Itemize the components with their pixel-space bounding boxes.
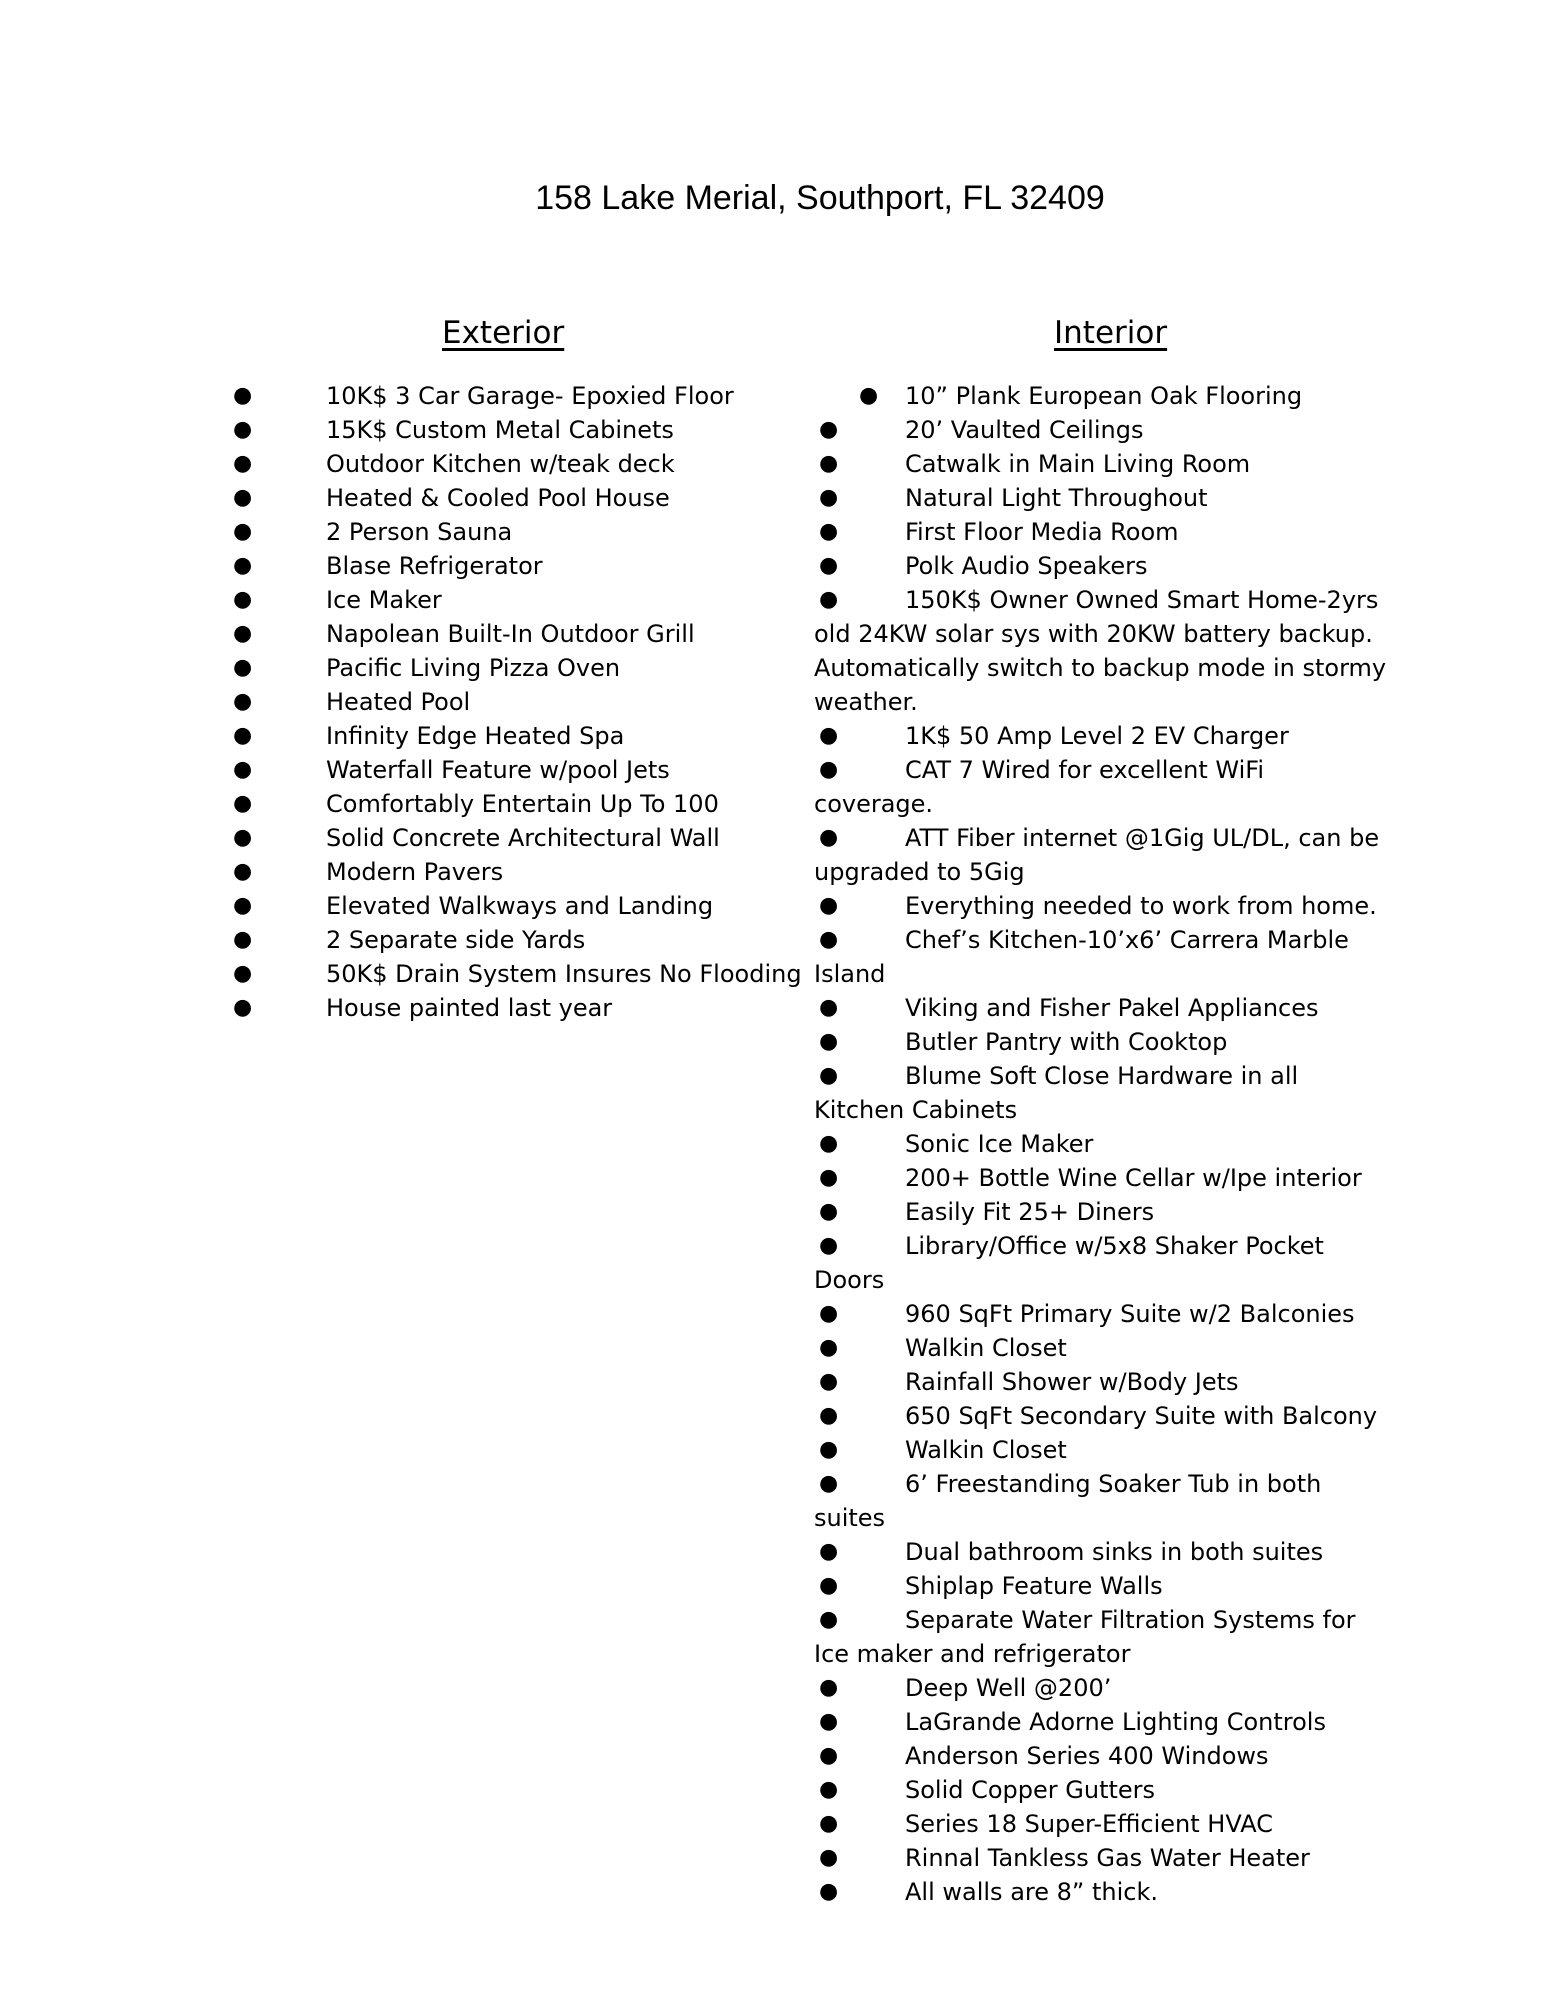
interior-item-text: Everything needed to work from home.	[905, 892, 1377, 920]
bullet-icon: ●	[819, 1233, 839, 1258]
interior-item-text: Polk Audio Speakers	[905, 552, 1148, 580]
interior-list-item	[814, 821, 1414, 889]
interior-item-text: 6’ Freestanding Soaker Tub in both suites	[814, 1470, 1322, 1532]
exterior-item-text: 2 Separate side Yards	[326, 926, 586, 954]
bullet-icon: ●	[819, 825, 839, 850]
interior-list-item	[814, 889, 1414, 923]
interior-item-text: 960 SqFt Primary Suite w/2 Balconies	[905, 1300, 1355, 1328]
interior-item-text: 20’ Vaulted Ceilings	[905, 416, 1144, 444]
interior-list-item	[814, 1841, 1414, 1875]
exterior-list-item	[233, 617, 786, 651]
interior-list-item	[814, 1739, 1414, 1773]
exterior-item-text: Heated Pool	[326, 688, 471, 716]
interior-item-text: Walkin Closet	[905, 1334, 1067, 1362]
bullet-icon: ●	[819, 451, 839, 476]
bullet-icon: ●	[819, 995, 839, 1020]
bullet-icon: ●	[819, 587, 839, 612]
interior-item-text: ATT Fiber internet @1Gig UL/DL, can be upgraded to 5Gig	[814, 824, 1380, 886]
bullet-icon: ●	[819, 723, 839, 748]
bullet-icon: ●	[819, 1063, 839, 1088]
bullet-icon: ●	[233, 859, 253, 884]
exterior-list-item	[233, 787, 786, 821]
bullet-icon: ●	[819, 1165, 839, 1190]
bullet-icon: ●	[819, 757, 839, 782]
exterior-item-text: Outdoor Kitchen w/teak deck	[326, 450, 675, 478]
bullet-icon: ●	[819, 1437, 839, 1462]
bullet-icon: ●	[819, 1539, 839, 1564]
exterior-list-item	[233, 923, 786, 957]
exterior-item-text: 15K$ Custom Metal Cabinets	[326, 416, 674, 444]
interior-item-text: All walls are 8” thick.	[905, 1878, 1158, 1906]
interior-item-text: Dual bathroom sinks in both suites	[905, 1538, 1324, 1566]
bullet-icon: ●	[233, 519, 253, 544]
interior-item-text: 150K$ Owner Owned Smart Home-2yrs old 24KW solar sys with 20KW battery backup. Automatically switch to backup mode in stormy weather.	[814, 586, 1387, 716]
interior-list-item	[814, 1705, 1414, 1739]
interior-list-item	[814, 1671, 1414, 1705]
bullet-icon: ●	[233, 893, 253, 918]
interior-list-item	[814, 583, 1414, 719]
interior-list-item	[814, 481, 1414, 515]
exterior-list-item	[233, 515, 786, 549]
exterior-list	[233, 379, 802, 1025]
interior-list-item	[814, 1195, 1414, 1229]
interior-item-text: Shiplap Feature Walls	[905, 1572, 1163, 1600]
exterior-item-text: Napolean Built-In Outdoor Grill	[326, 620, 695, 648]
bullet-icon: ●	[233, 791, 253, 816]
interior-list-item	[814, 1467, 1414, 1535]
interior-item-text: Sonic Ice Maker	[905, 1130, 1094, 1158]
bullet-icon: ●	[819, 1607, 839, 1632]
bullet-icon: ●	[233, 553, 253, 578]
interior-item-text: 650 SqFt Secondary Suite with Balcony	[905, 1402, 1378, 1430]
bullet-icon: ●	[819, 1709, 839, 1734]
interior-list-item	[814, 991, 1414, 1025]
bullet-icon: ●	[819, 1573, 839, 1598]
interior-list-item	[814, 1875, 1414, 1909]
exterior-item-text: Pacific Living Pizza Oven	[326, 654, 621, 682]
interior-list	[814, 379, 1414, 1909]
bullet-icon: ●	[819, 519, 839, 544]
exterior-list-item	[233, 651, 786, 685]
interior-list-item	[814, 1807, 1414, 1841]
bullet-icon: ●	[819, 1845, 839, 1870]
interior-item-text: Separate Water Filtration Systems for Ice maker and refrigerator	[814, 1606, 1356, 1668]
bullet-icon: ●	[819, 1879, 839, 1904]
interior-item-text: Blume Soft Close Hardware in all Kitchen Cabinets	[814, 1062, 1299, 1124]
interior-list-item	[814, 379, 1414, 413]
bullet-icon: ●	[819, 1301, 839, 1326]
exterior-list-item	[233, 889, 786, 923]
bullet-icon: ●	[859, 383, 879, 408]
bullet-icon: ●	[819, 893, 839, 918]
bullet-icon: ●	[233, 383, 253, 408]
bullet-icon: ●	[233, 995, 253, 1020]
interior-list-item	[814, 447, 1414, 481]
bullet-icon: ●	[233, 621, 253, 646]
bullet-icon: ●	[233, 451, 253, 476]
exterior-item-text: Modern Pavers	[326, 858, 504, 886]
exterior-list-item	[233, 447, 786, 481]
bullet-icon: ●	[819, 1743, 839, 1768]
interior-list-item	[814, 549, 1414, 583]
exterior-list-item	[233, 855, 786, 889]
interior-list-item	[814, 1433, 1414, 1467]
interior-item-text: First Floor Media Room	[905, 518, 1179, 546]
interior-list-item	[814, 923, 1414, 991]
interior-list-item	[814, 1059, 1414, 1127]
exterior-item-text: Solid Concrete Architectural Wall	[326, 824, 720, 852]
interior-list-item	[814, 413, 1414, 447]
bullet-icon: ●	[819, 553, 839, 578]
interior-list-item	[814, 719, 1414, 753]
bullet-icon: ●	[819, 1199, 839, 1224]
interior-item-text: Chef’s Kitchen-10’x6’ Carrera Marble Island	[814, 926, 1349, 988]
interior-item-text: 1K$ 50 Amp Level 2 EV Charger	[905, 722, 1289, 750]
exterior-item-text: 10K$ 3 Car Garage- Epoxied Floor	[326, 382, 734, 410]
bullet-icon: ●	[233, 825, 253, 850]
bullet-icon: ●	[819, 1777, 839, 1802]
interior-item-text: Easily Fit 25+ Diners	[905, 1198, 1155, 1226]
interior-list-item	[814, 1161, 1414, 1195]
interior-list-item	[814, 753, 1414, 821]
exterior-list-item	[233, 821, 786, 855]
exterior-item-text: Infinity Edge Heated Spa	[326, 722, 625, 750]
bullet-icon: ●	[233, 417, 253, 442]
bullet-icon: ●	[233, 587, 253, 612]
exterior-list-item	[233, 379, 786, 413]
interior-item-text: Series 18 Super-Efficient HVAC	[905, 1810, 1273, 1838]
bullet-icon: ●	[819, 1675, 839, 1700]
bullet-icon: ●	[819, 1471, 839, 1496]
exterior-item-text: Heated & Cooled Pool House	[326, 484, 670, 512]
exterior-list-item	[233, 481, 786, 515]
interior-item-text: Viking and Fisher Pakel Appliances	[905, 994, 1319, 1022]
interior-item-text: Solid Copper Gutters	[905, 1776, 1156, 1804]
interior-list-item	[814, 1399, 1414, 1433]
bullet-icon: ●	[233, 655, 253, 680]
interior-item-text: Butler Pantry with Cooktop	[905, 1028, 1228, 1056]
interior-item-text: 10” Plank European Oak Flooring	[905, 382, 1303, 410]
bullet-icon: ●	[819, 1335, 839, 1360]
exterior-list-item	[233, 583, 786, 617]
bullet-icon: ●	[233, 485, 253, 510]
bullet-icon: ●	[233, 757, 253, 782]
interior-item-text: Catwalk in Main Living Room	[905, 450, 1251, 478]
exterior-item-text: Elevated Walkways and Landing	[326, 892, 714, 920]
bullet-icon: ●	[233, 723, 253, 748]
interior-item-text: Natural Light Throughout	[905, 484, 1208, 512]
interior-item-text: Anderson Series 400 Windows	[905, 1742, 1269, 1770]
bullet-icon: ●	[819, 1369, 839, 1394]
interior-list-item	[814, 1127, 1414, 1161]
exterior-list-item	[233, 719, 786, 753]
interior-list-item	[814, 1773, 1414, 1807]
exterior-heading: Exterior	[442, 315, 565, 351]
interior-heading: Interior	[1054, 315, 1168, 351]
bullet-icon: ●	[233, 689, 253, 714]
bullet-icon: ●	[233, 927, 253, 952]
interior-list-item	[814, 1297, 1414, 1331]
page-title: 158 Lake Merial, Southport, FL 32409	[535, 179, 1105, 217]
interior-item-text: 200+ Bottle Wine Cellar w/Ipe interior	[905, 1164, 1362, 1192]
bullet-icon: ●	[819, 1029, 839, 1054]
exterior-list-item	[233, 991, 786, 1025]
interior-item-text: LaGrande Adorne Lighting Controls	[905, 1708, 1326, 1736]
bullet-icon: ●	[819, 1403, 839, 1428]
exterior-item-text: Waterfall Feature w/pool Jets	[326, 756, 670, 784]
interior-item-text: Deep Well @200’	[905, 1674, 1112, 1702]
interior-list-item	[814, 1025, 1414, 1059]
interior-list-item	[814, 1229, 1414, 1297]
interior-list-item	[814, 1365, 1414, 1399]
bullet-icon: ●	[233, 961, 253, 986]
exterior-list-item	[233, 549, 786, 583]
bullet-icon: ●	[819, 1811, 839, 1836]
bullet-icon: ●	[819, 417, 839, 442]
interior-item-text: Walkin Closet	[905, 1436, 1067, 1464]
interior-list-item	[814, 1569, 1414, 1603]
exterior-item-text: 2 Person Sauna	[326, 518, 513, 546]
exterior-item-text: House painted last year	[326, 994, 613, 1022]
bullet-icon: ●	[819, 1131, 839, 1156]
bullet-icon: ●	[819, 927, 839, 952]
exterior-item-text: Blase Refrigerator	[326, 552, 543, 580]
exterior-list-item	[233, 413, 786, 447]
interior-list-item	[814, 1535, 1414, 1569]
interior-item-text: Rinnal Tankless Gas Water Heater	[905, 1844, 1310, 1872]
exterior-item-text: Comfortably Entertain Up To 100	[326, 790, 719, 818]
exterior-list-item	[233, 957, 802, 991]
interior-item-text: Rainfall Shower w/Body Jets	[905, 1368, 1239, 1396]
bullet-icon: ●	[819, 485, 839, 510]
exterior-item-text: Ice Maker	[326, 586, 442, 614]
exterior-item-text: 50K$ Drain System Insures No Flooding	[326, 960, 802, 988]
exterior-list-item	[233, 685, 786, 719]
interior-list-item	[814, 515, 1414, 549]
interior-item-text: CAT 7 Wired for excellent WiFi coverage.	[814, 756, 1265, 818]
interior-item-text: Library/Office w/5x8 Shaker Pocket Doors	[814, 1232, 1324, 1294]
exterior-list-item	[233, 753, 786, 787]
interior-list-item	[814, 1603, 1414, 1671]
interior-list-item	[814, 1331, 1414, 1365]
